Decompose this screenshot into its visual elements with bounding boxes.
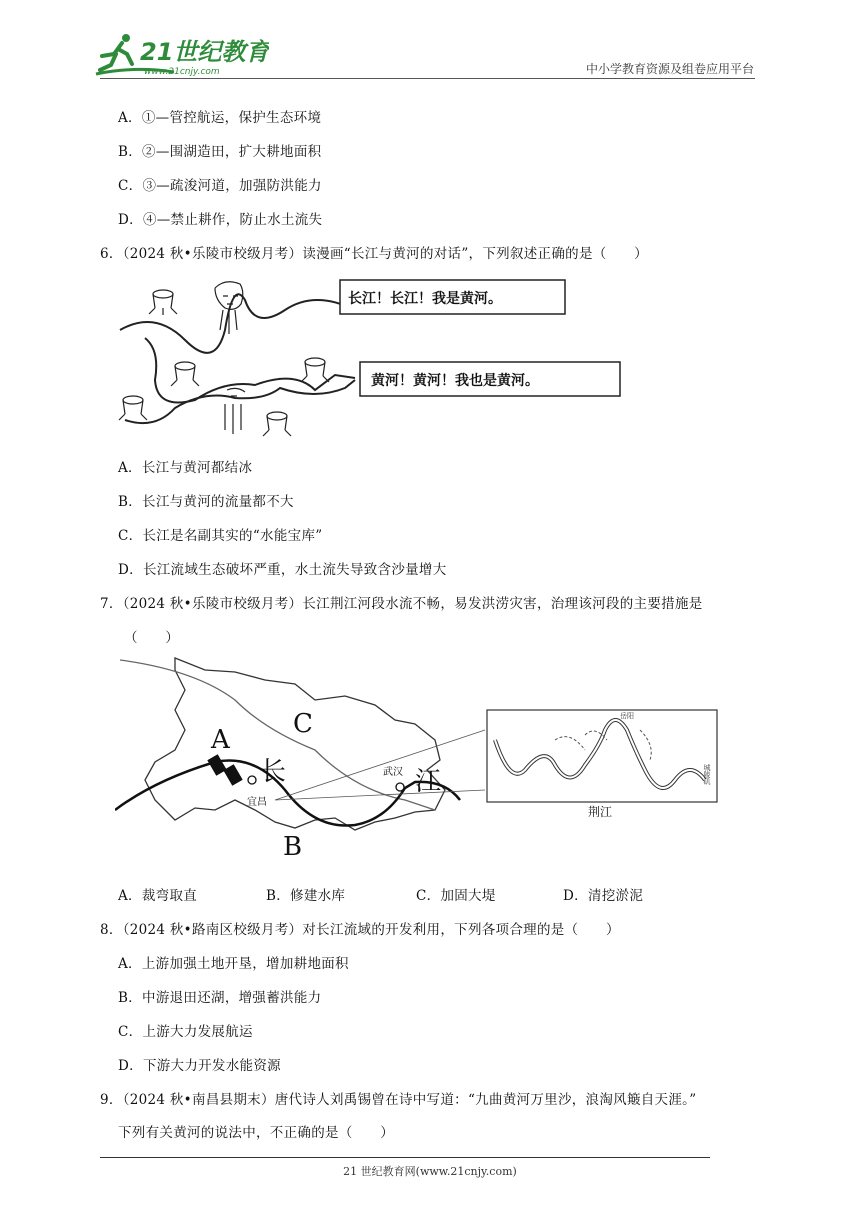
svg-text:B: B	[283, 832, 303, 862]
logo-text: 21世纪教育	[140, 38, 269, 66]
q7-option-a: A．裁弯取直	[118, 888, 198, 904]
q8-option-d: D．下游大力开发水能资源	[118, 1058, 281, 1074]
q5-option-c: C．③—疏浚河道，加强防洪能力	[118, 178, 322, 194]
svg-text:宜昌: 宜昌	[247, 797, 267, 808]
q7-stem-paren: （ ）	[124, 630, 180, 646]
q7-stem: 7．（2024 秋•乐陵市校级月考）长江荆江河段水流不畅，易发洪涝灾害，治理该河段的主要措施是	[100, 596, 703, 612]
footer-divider	[100, 1157, 710, 1158]
q7-map	[115, 650, 725, 870]
wuhan-dot	[396, 783, 404, 791]
q8-stem: 8．（2024 秋•路南区校级月考）对长江流域的开发利用，下列各项合理的是（ ）	[100, 922, 620, 938]
q5-option-a: A．①—管控航运，保护生态环境	[118, 110, 322, 126]
q6-cartoon	[115, 270, 625, 442]
province-outline	[145, 658, 445, 830]
yangtze-river	[115, 761, 460, 826]
q9-stem: 9．（2024 秋•南昌县期末）唐代诗人刘禹锡曾在诗中写道：“九曲黄河万里沙，浪淘风簸自天涯。”	[100, 1092, 697, 1108]
site-logo	[94, 30, 269, 78]
boundary-line-c	[120, 660, 435, 810]
platform-name: 中小学教育资源及组卷应用平台	[585, 62, 754, 76]
jingjiang-inset	[487, 710, 717, 802]
speech-bubble-2	[360, 362, 620, 396]
q9-stem-2: 下列有关黄河的说法中，不正确的是（ ）	[118, 1125, 394, 1141]
river-face-icon	[215, 282, 245, 434]
q6-option-c: C．长江是名副其实的“水能宝库”	[118, 528, 323, 544]
svg-text:A: A	[211, 725, 230, 755]
q7-option-d: D．清挖淤泥	[563, 888, 644, 904]
logo-url: www.21cnjy.com	[144, 67, 220, 77]
yichang-dot	[248, 776, 256, 784]
q8-option-a: A．上游加强土地开垦，增加耕地面积	[118, 956, 349, 972]
q6-option-a: A．长江与黄河都结冰	[118, 460, 253, 476]
svg-text:长: 长	[260, 757, 287, 787]
q6-option-b: B．长江与黄河的流量都不大	[118, 494, 294, 510]
svg-text:江: 江	[415, 767, 442, 797]
footer-text: 21 世纪教育网(www.21cnjy.com)	[343, 1165, 517, 1178]
q7-option-c: C．加固大堤	[416, 888, 496, 904]
svg-text:C: C	[293, 709, 313, 739]
tree-stump-icon	[119, 290, 329, 436]
svg-text:城陵矶: 城陵矶	[703, 764, 711, 785]
q6-stem: 6．（2024 秋•乐陵市校级月考）读漫画“长江与黄河的对话”，下列叙述正确的是（ ）	[100, 246, 648, 262]
speech-bubble-1	[340, 280, 565, 314]
dam-icon-1	[207, 754, 226, 776]
svg-text:岳阳: 岳阳	[620, 712, 634, 720]
svg-text:黄河！黄河！我也是黄河。: 黄河！黄河！我也是黄河。	[371, 373, 539, 389]
svg-text:武汉: 武汉	[383, 767, 403, 778]
q5-option-b: B．②—围湖造田，扩大耕地面积	[118, 144, 322, 160]
header-divider	[100, 78, 755, 79]
dam-icon-2	[223, 764, 242, 786]
q5-option-d: D．④—禁止耕作，防止水土流失	[118, 212, 323, 228]
q7-option-b: B．修建水库	[266, 888, 346, 904]
svg-text:荆江: 荆江	[588, 805, 613, 819]
q8-option-b: B．中游退田还湖，增强蓄洪能力	[118, 990, 322, 1006]
svg-text:长江！长江！我是黄河。: 长江！长江！我是黄河。	[348, 291, 502, 307]
q6-option-d: D．长江流域生态破坏严重，水土流失导致含沙量增大	[118, 562, 447, 578]
q8-option-c: C．上游大力发展航运	[118, 1024, 253, 1040]
page-header	[0, 0, 860, 80]
